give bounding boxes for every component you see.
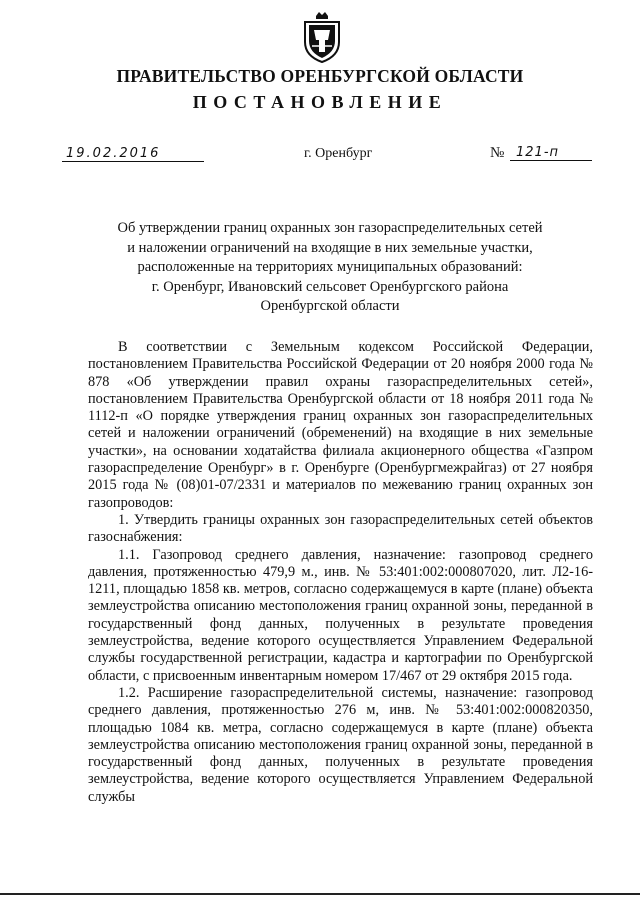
document-body bbox=[88, 339, 593, 806]
title-line: Об утверждении границ охранных зон газораспределительных сетей bbox=[117, 220, 543, 236]
document-title bbox=[40, 219, 620, 317]
document-city: г. Оренбург bbox=[304, 146, 373, 161]
body-paragraph: 1. Утвердить границы охранных зон газораспределительных сетей объектов газоснабжения: bbox=[88, 511, 593, 546]
organization-name: ПРАВИТЕЛЬСТВО ОРЕНБУРГСКОЙ ОБЛАСТИ bbox=[116, 66, 524, 86]
body-paragraph: 1.2. Расширение газораспределительной системы, назначение: газопровод среднего давления, протяженностью 276 м, инв. № 53:401:002:000820350, площадью 1084 кв. метра, согласно содержащемуся в карте (плане) объекта землеустройства описанию местоположения границ охранной зоны, переданной в государственный фонд данных, полученных в результате проведения землеустройства, ведение которого осуществляется Управлением Федеральной службы bbox=[88, 684, 593, 805]
title-line: и наложении ограничений на входящие в них земельные участки, bbox=[127, 239, 533, 256]
title-line: г. Оренбург, Ивановский сельсовет Оренбургского района bbox=[151, 278, 509, 295]
title-line: Оренбургской области bbox=[260, 298, 400, 314]
title-line: расположенные на территориях муниципальных образований: bbox=[137, 259, 523, 275]
coat-of-arms-icon bbox=[302, 10, 342, 64]
document-type: ПОСТАНОВЛЕНИЕ bbox=[192, 92, 448, 112]
body-paragraph: 1.1. Газопровод среднего давления, назначение: газопровод среднего давления, протяженностью 479,9 м., инв. № 53:401:002:000807020, лит. Л2-16-1211, площадью 1858 кв. метров, согласно содержащемуся в карте (плане) объекта землеустройства описанию местоположения границ охранной зоны, переданной в государственный фонд данных, полученных в результате проведения землеустройства, ведение которого осуществляется Управлением Федеральной службы государственной регистрации, кадастра и картографии по Оренбургской области, с присвоенным инвентарным номером 17/467 от 29 октября 2015 года. bbox=[88, 546, 593, 684]
page-bottom-border bbox=[0, 893, 640, 895]
number-label: № bbox=[490, 145, 505, 161]
document-number: 121-п bbox=[510, 145, 592, 161]
document-date: 19.02.2016 bbox=[62, 146, 204, 162]
body-paragraph: В соответствии с Земельным кодексом Российской Федерации, постановлением Правительства Российской Федерации от 20 ноября 2000 года № 878 «Об утверждении правил охраны газораспределительных сетей», постановлением Правительства Оренбургской области от 18 ноября 2011 года № 1112-п «О порядке утверждения границ охранных зон газораспределительных сетей и наложении ограничений (обременений) на входящие в них земельные участки», на основании ходатайства филиала акционерного общества «Газпром газораспределение Оренбург» в г. Оренбурге (Оренбургмежрайгаз) от 27 ноября 2015 года № (08)01-07/2331 и материалов по межеванию границ охранных зон газопроводов: bbox=[88, 339, 593, 511]
